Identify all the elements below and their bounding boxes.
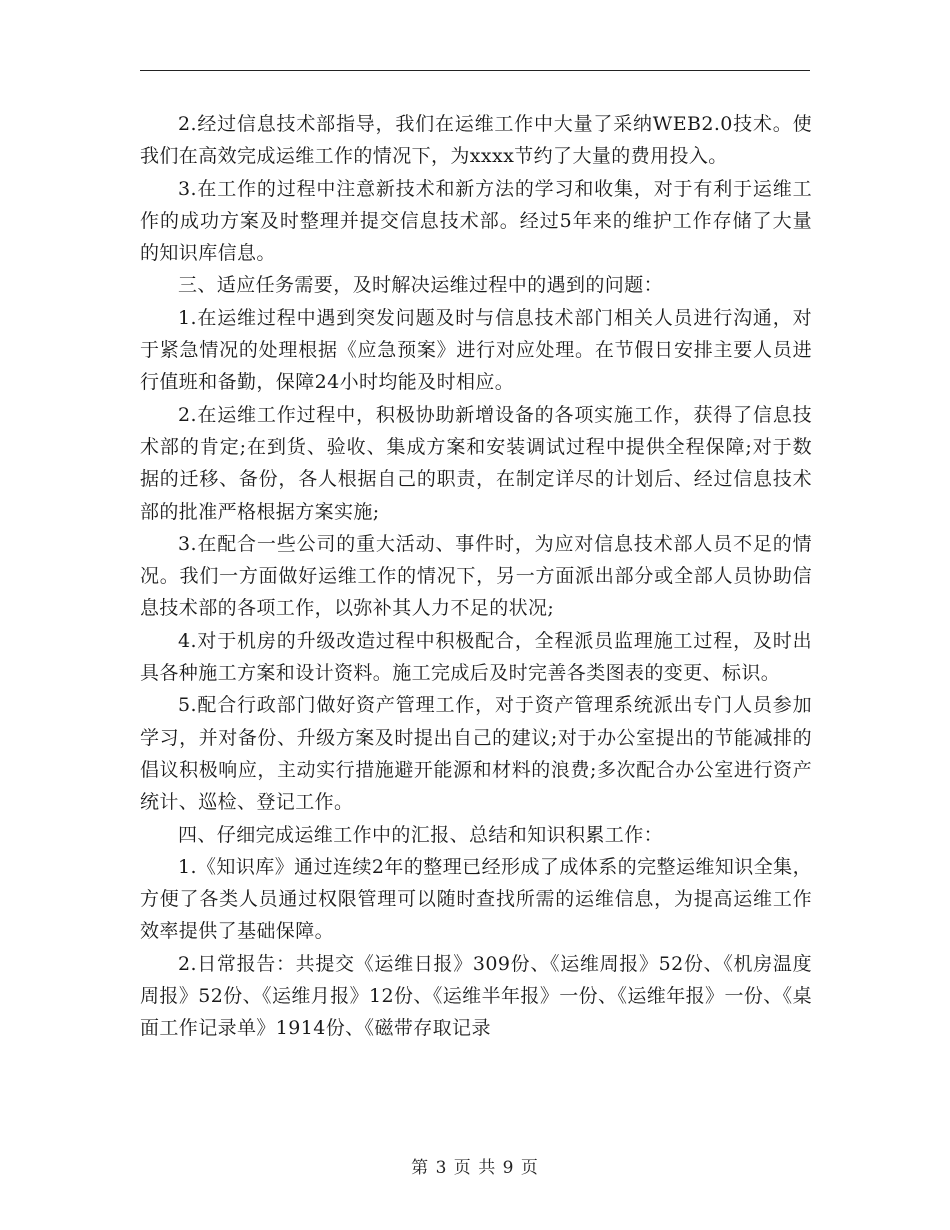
paragraph: 1.在运维过程中遇到突发问题及时与信息技术部门相关人员进行沟通，对于紧急情况的处理根据《应急预案》进行对应处理。在节假日安排主要人员进行值班和备勤，保障24小时均能及时相应。	[140, 306, 812, 394]
paragraph: 2.经过信息技术部指导，我们在运维工作中大量了采纳WEB2.0技术。使我们在高效完成运维工作的情况下，为xxxx节约了大量的费用投入。	[140, 113, 812, 168]
paragraph: 1.《知识库》通过连续2年的整理已经形成了成体系的完整运维知识全集，方便了各类人员通过权限管理可以随时查找所需的运维信息，为提高运维工作效率提供了基础保障。	[140, 855, 812, 943]
section-heading: 四、仔细完成运维工作中的汇报、总结和知识积累工作：	[178, 823, 664, 846]
section-heading: 三、适应任务需要，及时解决运维过程中的遇到的问题：	[178, 274, 664, 297]
page-number: 第 3 页 共 9 页	[411, 1158, 539, 1178]
document-body	[140, 108, 812, 1045]
paragraph: 2.日常报告：共提交《运维日报》309份、《运维周报》52份、《机房温度周报》52份、《运维月报》12份、《运维半年报》一份、《运维年报》一份、《桌面工作记录单》1914份、《磁带存取记录	[140, 952, 812, 1040]
paragraph: 3.在工作的过程中注意新技术和新方法的学习和收集，对于有利于运维工作的成功方案及时整理并提交信息技术部。经过5年来的维护工作存储了大量的知识库信息。	[140, 177, 812, 265]
paragraph: 2.在运维工作过程中，积极协助新增设备的各项实施工作，获得了信息技术部的肯定;在到货、验收、集成方案和安装调试过程中提供全程保障;对于数据的迁移、备份，各人根据自己的职责，在制定详尽的计划后、经过信息技术部的批准严格根据方案实施;	[140, 403, 812, 523]
paragraph: 5.配合行政部门做好资产管理工作，对于资产管理系统派出专门人员参加学习，并对备份、升级方案及时提出自己的建议;对于办公室提出的节能减排的倡议积极响应，主动实行措施避开能源和材料的浪费;多次配合办公室进行资产统计、巡检、登记工作。	[140, 694, 812, 814]
page-footer	[0, 1153, 950, 1178]
paragraph: 4.对于机房的升级改造过程中积极配合，全程派员监理施工过程，及时出具各种施工方案和设计资料。施工完成后及时完善各类图表的变更、标识。	[140, 629, 812, 685]
header-rule	[140, 70, 810, 71]
paragraph: 3.在配合一些公司的重大活动、事件时，为应对信息技术部人员不足的情况。我们一方面做好运维工作的情况下，另一方面派出部分或全部人员协助信息技术部的各项工作，以弥补其人力不足的状况;	[140, 532, 812, 620]
